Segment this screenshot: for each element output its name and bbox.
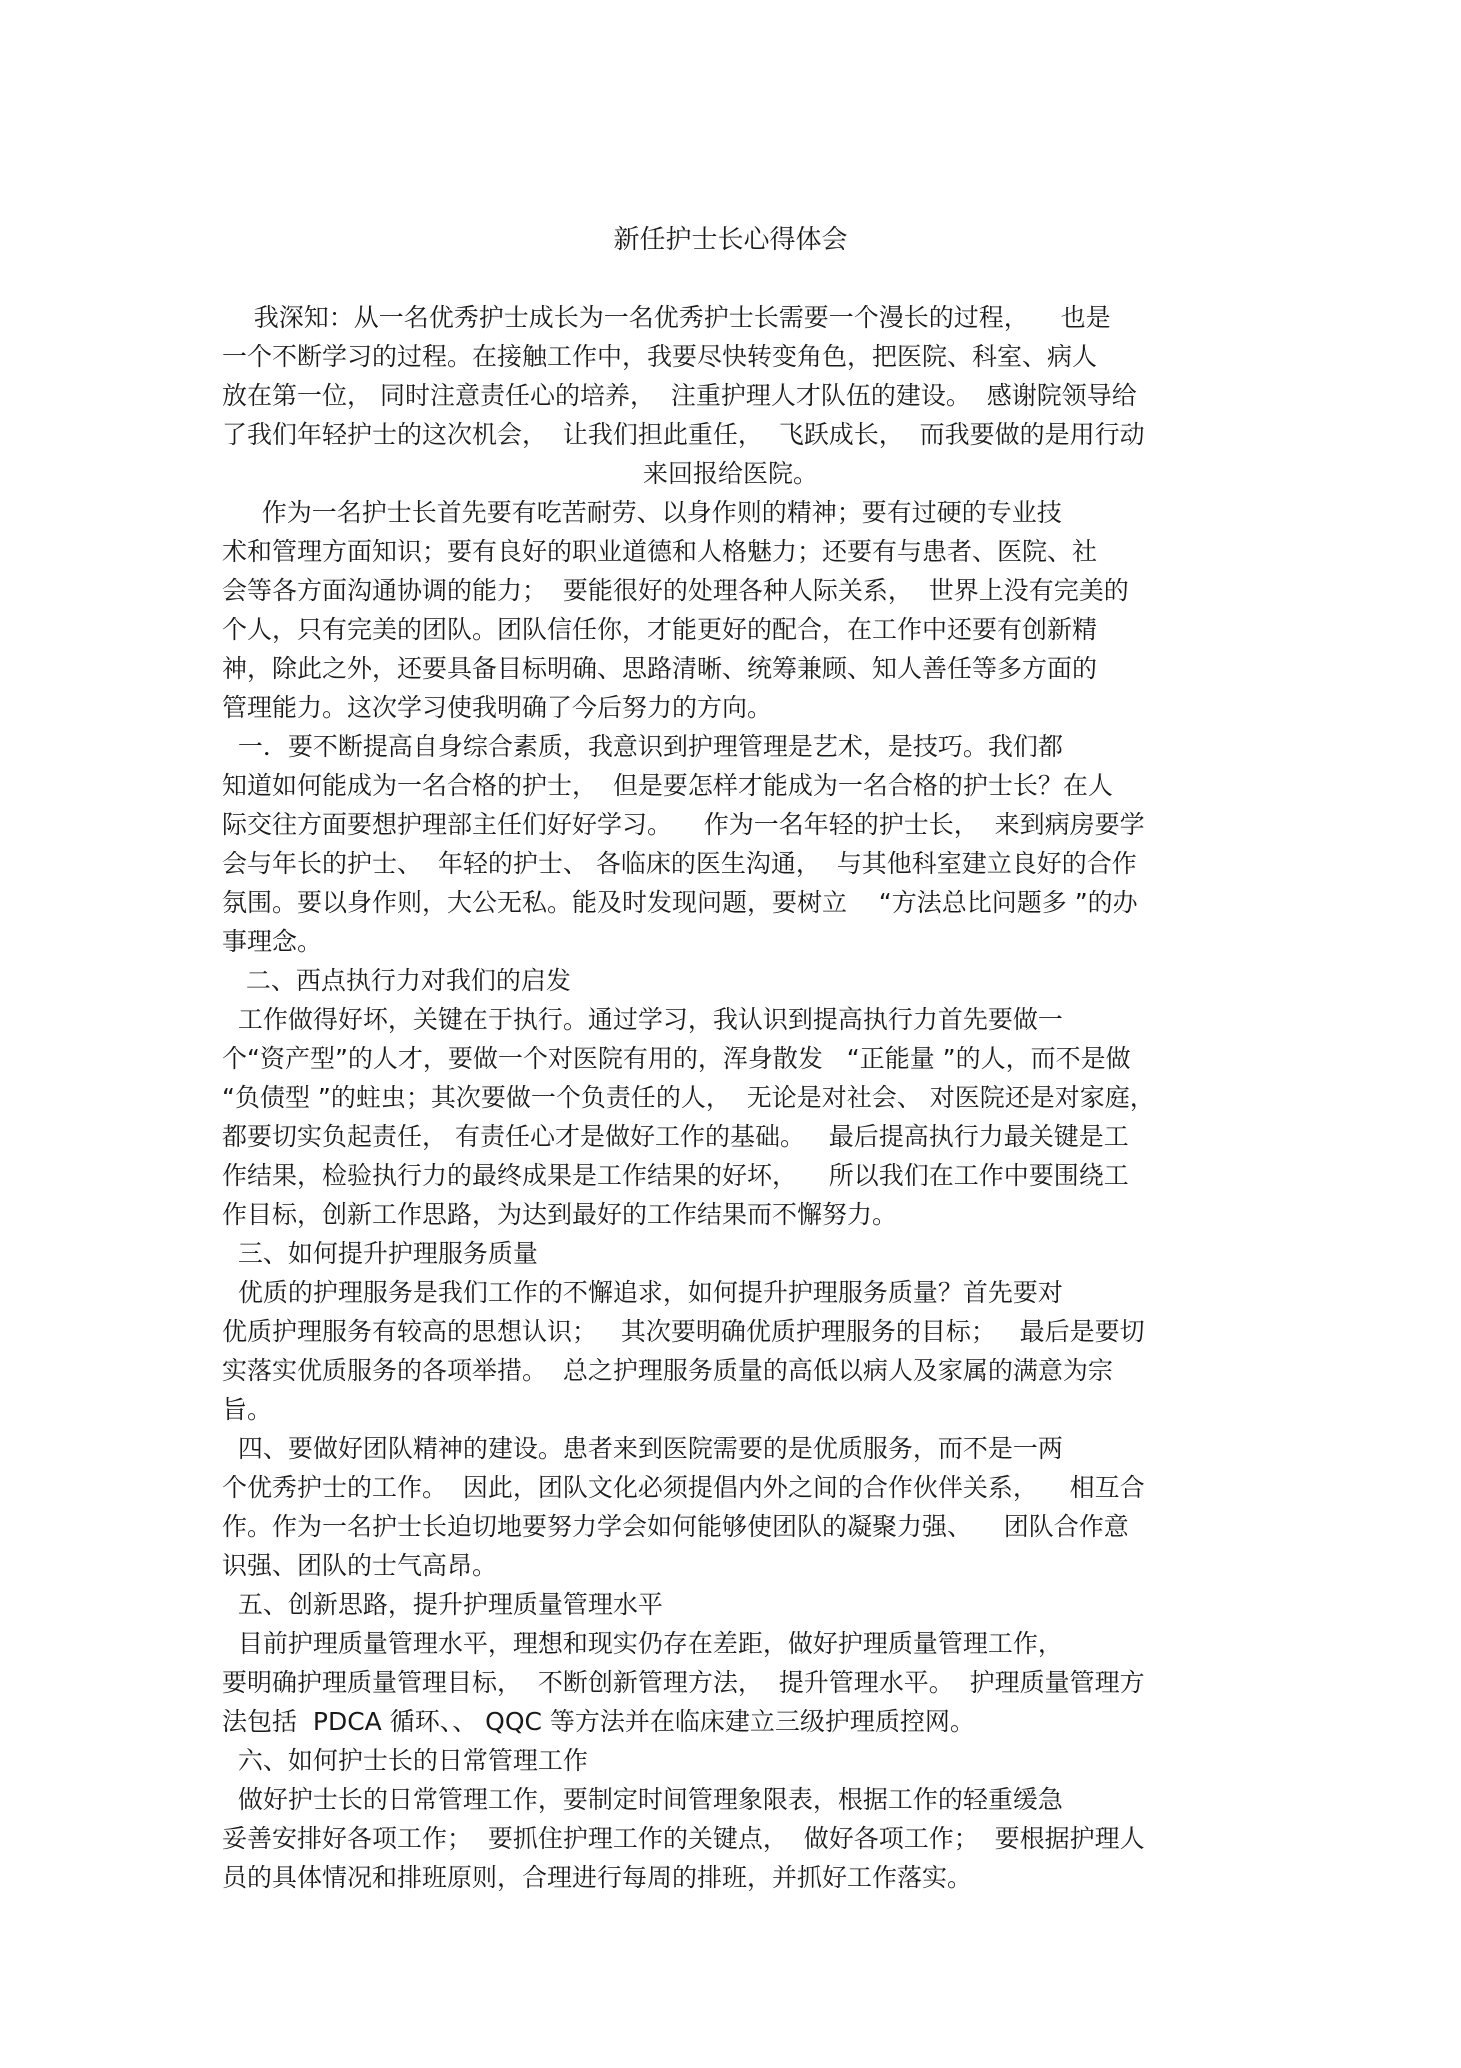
paragraph-line: 来回报给医院。 — [642, 459, 818, 488]
paragraph-line: 优质的护理服务是我们工作的不懈追求，如何提升护理服务质量？首先要对 — [222, 1278, 1063, 1307]
paragraph-line: 目前护理质量管理水平，理想和现实仍存在差距，做好护理质量管理工作， — [222, 1629, 1063, 1658]
paragraph-line: 做好护士长的日常管理工作，要制定时间管理象限表，根据工作的轻重缓急 — [222, 1785, 1063, 1814]
paragraph-line: 工作做得好坏，关键在于执行。通过学习，我认识到提高执行力首先要做一 — [222, 1005, 1063, 1034]
paragraph-line: 会与年长的护士、 年轻的护士、 各临床的医生沟通， 与其他科室建立良好的合作 — [222, 849, 1137, 878]
section-heading: 三、如何提升护理服务质量 — [222, 1239, 538, 1268]
paragraph-line: 作目标，创新工作思路，为达到最好的工作结果而不懈努力。 — [222, 1200, 898, 1229]
paragraph-line: 妥善安排好各项工作； 要抓住护理工作的关键点， 做好各项工作； 要根据护理人 — [222, 1824, 1145, 1853]
paragraph-line: 神，除此之外，还要具备目标明确、思路清晰、统筹兼顾、知人善任等多方面的 — [222, 654, 1098, 683]
paragraph-line: 知道如何能成为一名合格的护士， 但是要怎样才能成为一名合格的护士长？在人 — [222, 771, 1113, 800]
paragraph-line: 作结果，检验执行力的最终成果是工作结果的好坏， 所以我们在工作中要围绕工 — [222, 1161, 1129, 1190]
paragraph-line: 都要切实负起责任， 有责任心才是做好工作的基础。 最后提高执行力最关键是工 — [222, 1122, 1129, 1151]
paragraph-line: 四、要做好团队精神的建设。患者来到医院需要的是优质服务，而不是一两 — [222, 1434, 1063, 1463]
paragraph-line: “负债型 ”的蛀虫；其次要做一个负责任的人， 无论是对社会、 对医院还是对家庭， — [222, 1083, 1155, 1112]
section-heading: 二、西点执行力对我们的启发 — [222, 966, 571, 995]
paragraph-line: 管理能力。这次学习使我明确了今后努力的方向。 — [222, 693, 773, 722]
paragraph-line: 一个不断学习的过程。在接触工作中，我要尽快转变角色，把医院、科室、病人 — [222, 342, 1098, 371]
paragraph-line: 个优秀护士的工作。 因此，团队文化必须提倡内外之间的合作伙伴关系， 相互合 — [222, 1473, 1145, 1502]
paragraph-line: 际交往方面要想护理部主任们好好学习。 作为一名年轻的护士长， 来到病房要学 — [222, 810, 1145, 839]
paragraph-line: 放在第一位， 同时注意责任心的培养， 注重护理人才队伍的建设。 感谢院领导给 — [222, 381, 1137, 410]
paragraph-line: 我深知：从一名优秀护士成长为一名优秀护士长需要一个漫长的过程， 也是 — [222, 303, 1111, 332]
paragraph-line: 实落实优质服务的各项举措。 总之护理服务质量的高低以病人及家属的满意为宗 — [222, 1356, 1113, 1385]
paragraph-line: 事理念。 — [222, 927, 323, 956]
document-title: 新任护士长心得体会 — [613, 225, 848, 255]
paragraph-line: 了我们年轻护士的这次机会， 让我们担此重任， 飞跃成长， 而我要做的是用行动 — [222, 420, 1145, 449]
paragraph-line: 优质护理服务有较高的思想认识； 其次要明确优质护理服务的目标； 最后是要切 — [222, 1317, 1145, 1346]
paragraph-line: 一．要不断提高自身综合素质，我意识到护理管理是艺术，是技巧。我们都 — [222, 732, 1063, 761]
paragraph-line: 作为一名护士长首先要有吃苦耐劳、以身作则的精神；要有过硬的专业技 — [222, 498, 1062, 527]
paragraph-line: 氛围。要以身作则，大公无私。能及时发现问题，要树立 “方法总比问题多 ”的办 — [222, 888, 1138, 917]
paragraph-line: 会等各方面沟通协调的能力； 要能很好的处理各种人际关系， 世界上没有完美的 — [222, 576, 1129, 605]
paragraph-line: 个“资产型”的人才，要做一个对医院有用的，浑身散发 “正能量 ”的人，而不是做 — [222, 1044, 1131, 1073]
paragraph-line: 员的具体情况和排班原则，合理进行每周的排班，并抓好工作落实。 — [222, 1863, 973, 1892]
paragraph-line: 要明确护理质量管理目标， 不断创新管理方法， 提升管理水平。 护理质量管理方 — [222, 1668, 1145, 1697]
paragraph-line: 法包括 PDCA 循环、、 QQC 等方法并在临床建立三级护理质控网。 — [222, 1707, 975, 1736]
section-heading: 五、创新思路，提升护理质量管理水平 — [222, 1590, 663, 1619]
paragraph-line: 旨。 — [222, 1395, 273, 1424]
paragraph-line: 术和管理方面知识；要有良好的职业道德和人格魅力；还要有与患者、医院、社 — [222, 537, 1098, 566]
section-heading: 六、如何护士长的日常管理工作 — [222, 1746, 588, 1775]
paragraph-line: 作。作为一名护士长迫切地要努力学会如何能够使团队的凝聚力强、 团队合作意 — [222, 1512, 1129, 1541]
paragraph-line: 识强、团队的士气高昂。 — [222, 1551, 498, 1580]
paragraph-line: 个人，只有完美的团队。团队信任你，才能更好的配合，在工作中还要有创新精 — [222, 615, 1098, 644]
